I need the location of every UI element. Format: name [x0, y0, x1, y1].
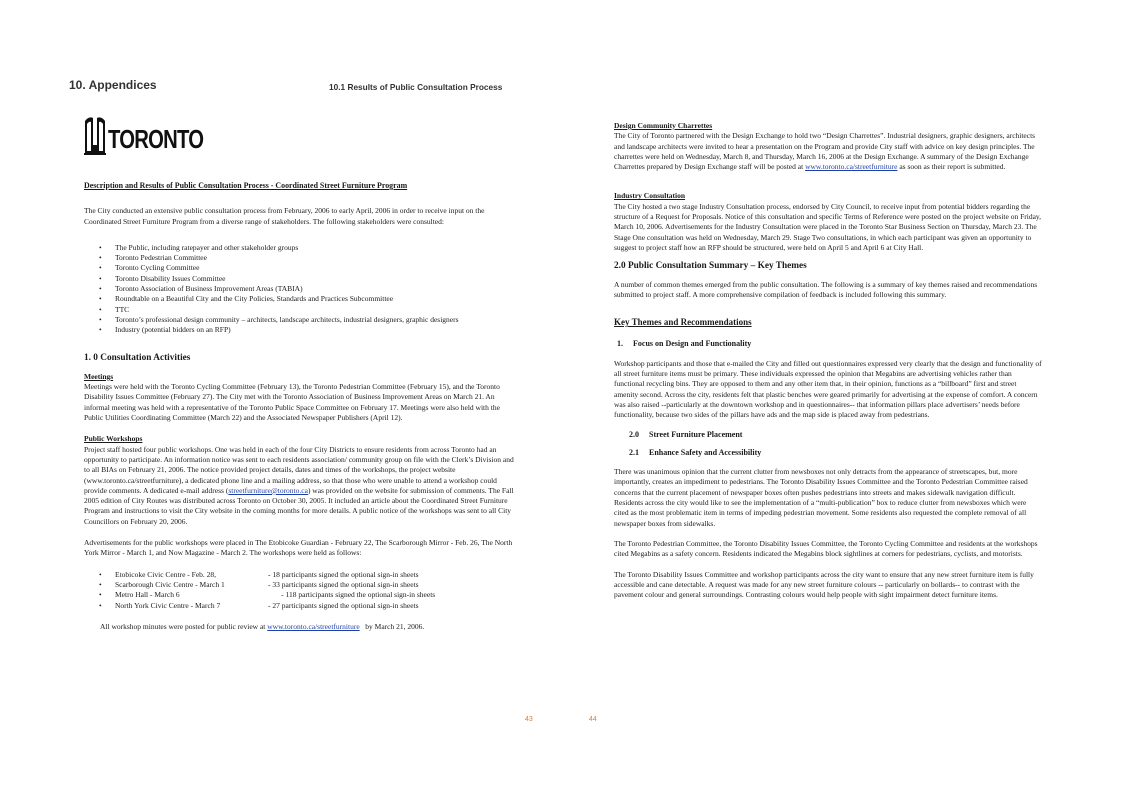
list-item: • Metro Hall - March 6 - 118 participants signed the optional sign-in sheets: [84, 590, 514, 600]
summary-paragraph: A number of common themes emerged from the public consultation. The following is a summary of key themes raised and recommendations submitted to project staff. A more comprehensive compilation of feedback is included following this summary.: [614, 279, 1038, 299]
right-content: [614, 121, 1042, 600]
list-item: • Scarborough Civic Centre - March 1 - 33 participants signed the optional sign-in sheets: [84, 580, 514, 590]
consultation-heading: 1. 0 Consultation Activities: [84, 352, 191, 363]
stakeholder-list: [84, 243, 514, 336]
safety-heading: 2.1 Enhance Safety and Accessibility: [629, 447, 762, 457]
intro-paragraph: The City conducted an extensive public consultation process from February, 2006 to early April, 2006 in order to receive input on the Coordinated Street Furniture Program from a diverse range of stakeholders. The following stakeholders were consulted:: [84, 206, 485, 226]
streetfurniture-link[interactable]: www.toronto.ca/streetfurniture: [805, 162, 898, 172]
list-item: • Toronto Association of Business Improvement Areas (TABIA): [84, 284, 514, 294]
page-number: 44: [589, 716, 597, 723]
workshop-list: [84, 570, 514, 611]
list-item: • Etobicoke Civic Centre - Feb. 28, - 18 participants signed the optional sign-in sheets: [84, 570, 514, 580]
focus-heading: 1. Focus on Design and Functionality: [617, 339, 752, 349]
email-link[interactable]: streetfurniture@toronto.ca: [228, 485, 308, 495]
list-item: • Roundtable on a Beautiful City and the City Policies, Standards and Practices Subcommittee: [84, 294, 514, 304]
list-item: • Toronto Disability Issues Committee: [84, 274, 514, 284]
page-number: 43: [525, 716, 533, 723]
list-item: • North York Civic Centre - March 7 - 27 participants signed the optional sign-in sheets: [84, 601, 514, 611]
safety-paragraph: There was unanimous opinion that the current clutter from newsboxes not only detracts from the appearance of streetscapes, but, more importantly, creates an impediment to pedestrians. The Toronto Disability Issues Committee and the Toronto Pedestrian Committee raised concerns that the current placement of newspaper boxes often pushes pedestrians into streets and makes sidewalk navigation difficult. Residents across the city would like to see the implementation of a “multi-publication” box to reduce clutter from newsboxes which were cited as the most problematic item in terms of impeding pedestrian movement. Some residents also requested the complete removal of all newspaper boxes from sidewalks.: [614, 467, 1028, 528]
streetfurniture-link[interactable]: www.toronto.ca/streetfurniture: [267, 621, 360, 631]
list-item: • Toronto Cycling Committee: [84, 263, 514, 273]
key-themes-heading: Key Themes and Recommendations: [614, 317, 752, 328]
section-heading: 10. Appendices: [69, 78, 157, 92]
list-item: • Industry (potential bidders on an RFP): [84, 325, 514, 335]
list-item: • The Public, including ratepayer and other stakeholder groups: [84, 243, 514, 253]
meetings-heading: Meetings: [84, 371, 114, 381]
logo-text: TORONTO: [108, 124, 204, 154]
summary-heading: 2.0 Public Consultation Summary – Key Themes: [614, 261, 807, 272]
list-item: • TTC: [84, 305, 514, 315]
adverts-paragraph: Advertisements for the public workshops were placed in The Etobicoke Guardian - February 22, The Scarborough Mirror - Feb. 26, The North York Mirror - March 1, and Now Magazine - March 2. The workshops were held as follows:: [84, 538, 513, 558]
meetings-paragraph: Meetings were held with the Toronto Cycling Committee (February 13), the Toronto Pedestrian Committee (February 15), and the Toronto Disability Issues Committee (February 27). The City met with the Toronto Association of Business Improvement Areas on March 21. An informal meeting was held with a representative of the Toronto Public Space Committee on February 17. Meetings were also held with the Public Utilities Coordinating Committee (March 22) and the Associated Newspaper Publishers (April 12).: [84, 382, 500, 423]
industry-heading: Industry Consultation: [614, 191, 686, 201]
charrettes-paragraph: The City of Toronto partnered with the Design Exchange to hold two “Design Charrettes”. Industrial designers, graphic designers, architects and landscape architects were invited to hear a presentation on the Program and provide City staff with advice on key design principles. The charrettes were held on Wednesday, March 8, and Thursday, March 16, 2006 at the Design Exchange. A summary of the Design Exchange Charrettes prepared by Design Exchange staff will be posted at www.toronto.ca/streetfurniture as soon as their report is submitted.: [614, 131, 1036, 172]
disability-paragraph: The Toronto Disability Issues Committee and workshop participants across the city want to ensure that any new street furniture item is fully accessible and cane detectable. A request was made for any new street furniture colours -- particularly on bollards-- to contrast with the pavement colour and general surroundings. Contrasting colours would help people with sight impairment detect furniture items.: [614, 569, 1034, 600]
megabins-paragraph: The Toronto Pedestrian Committee, the Toronto Disability Issues Committee, the Toronto Cycling Committee and residents at the workshops cited Megabins as a safety concern. Residents indicated the Megabins block sightlines at corners for pedestrians, cyclists, and motorists.: [614, 538, 1038, 559]
focus-paragraph: Workshop participants and those that e-mailed the City and filled out questionnaires expressed very clearly that the design and functionality of all street furniture items must be primary. These individuals expressed the opinion that Megabins are advertising vehicles rather than functional recycling bins. They are opposed to them and any other item that, in their opinion, functions as a “billboard” first and street amenity second. Across the city, residents felt that plastic benches were geared primarily for advertising at the expense of comfort. A concern was also raised --particularly at the downtown workshop and in questionnaires-- that information pillars place advertisers’ needs before functionality, because two sides of the pillars have ads and the map side is placed away from pedestrians.: [614, 358, 1042, 420]
minutes-paragraph: All workshop minutes were posted for public review at www.toronto.ca/streetfurniture by March 21, 2006.: [100, 621, 425, 631]
placement-heading: 2.0 Street Furniture Placement: [629, 429, 743, 439]
list-item: • Toronto’s professional design community – architects, landscape architects, industrial designers, graphic designers: [84, 315, 514, 325]
subsection-heading: 10.1 Results of Public Consultation Process: [329, 82, 503, 92]
left-page: [0, 0, 561, 794]
list-item: • Toronto Pedestrian Committee: [84, 253, 514, 263]
charrettes-heading: Design Community Charrettes: [614, 121, 713, 130]
doc-title: Description and Results of Public Consultation Process - Coordinated Street Furniture Program: [84, 181, 408, 190]
workshops-heading: Public Workshops: [84, 434, 143, 444]
workshops-paragraph: Project staff hosted four public workshops. One was held in each of the four City Districts to ensure residents from across Toronto had an opportunity to participate. An information notice was sent to each residents association/ community group on file with the Clerk’s Division and to all BIAs on February 21, 2006. The notice provided project details, dates and times of the workshops, the project website (www.toronto.ca/streetfurniture), a dedicated phone line and a mailing address, so that those who were unable to attend a workshop could provide comments. A dedicated e-mail address (streetfurniture@toronto.ca) was provided on the website for submission of comments. The Fall 2005 edition of City Routes was distributed across Toronto on October 30, 2005. It included an article about the Coordinated Street Furniture Program and instructions to visit the City website in the coming months for more details. A public notice of the workshops was sent to all City Councillors on February 20, 2006.: [84, 444, 514, 526]
toronto-logo: [84, 115, 230, 155]
left-content: [84, 181, 514, 632]
industry-paragraph: The City hosted a two stage Industry Consultation process, endorsed by City Council, to receive input from potential bidders regarding the structure of a Request for Proposals. Notice of this consultation and specific Terms of Reference were posted on the project website on Friday, March 10, 2006. Advertisements for the Industry Consultation were placed in the Toronto Star Business Section on Thursday, March 23. The Stage One consultation was held on Wednesday, March 29. Stage Two consultations, in which each participant was given an opportunity to suggest to project staff how an RFP should be structured, were held on April 5 and April 6 at City Hall.: [614, 201, 1042, 252]
city-hall-icon: [84, 115, 106, 155]
